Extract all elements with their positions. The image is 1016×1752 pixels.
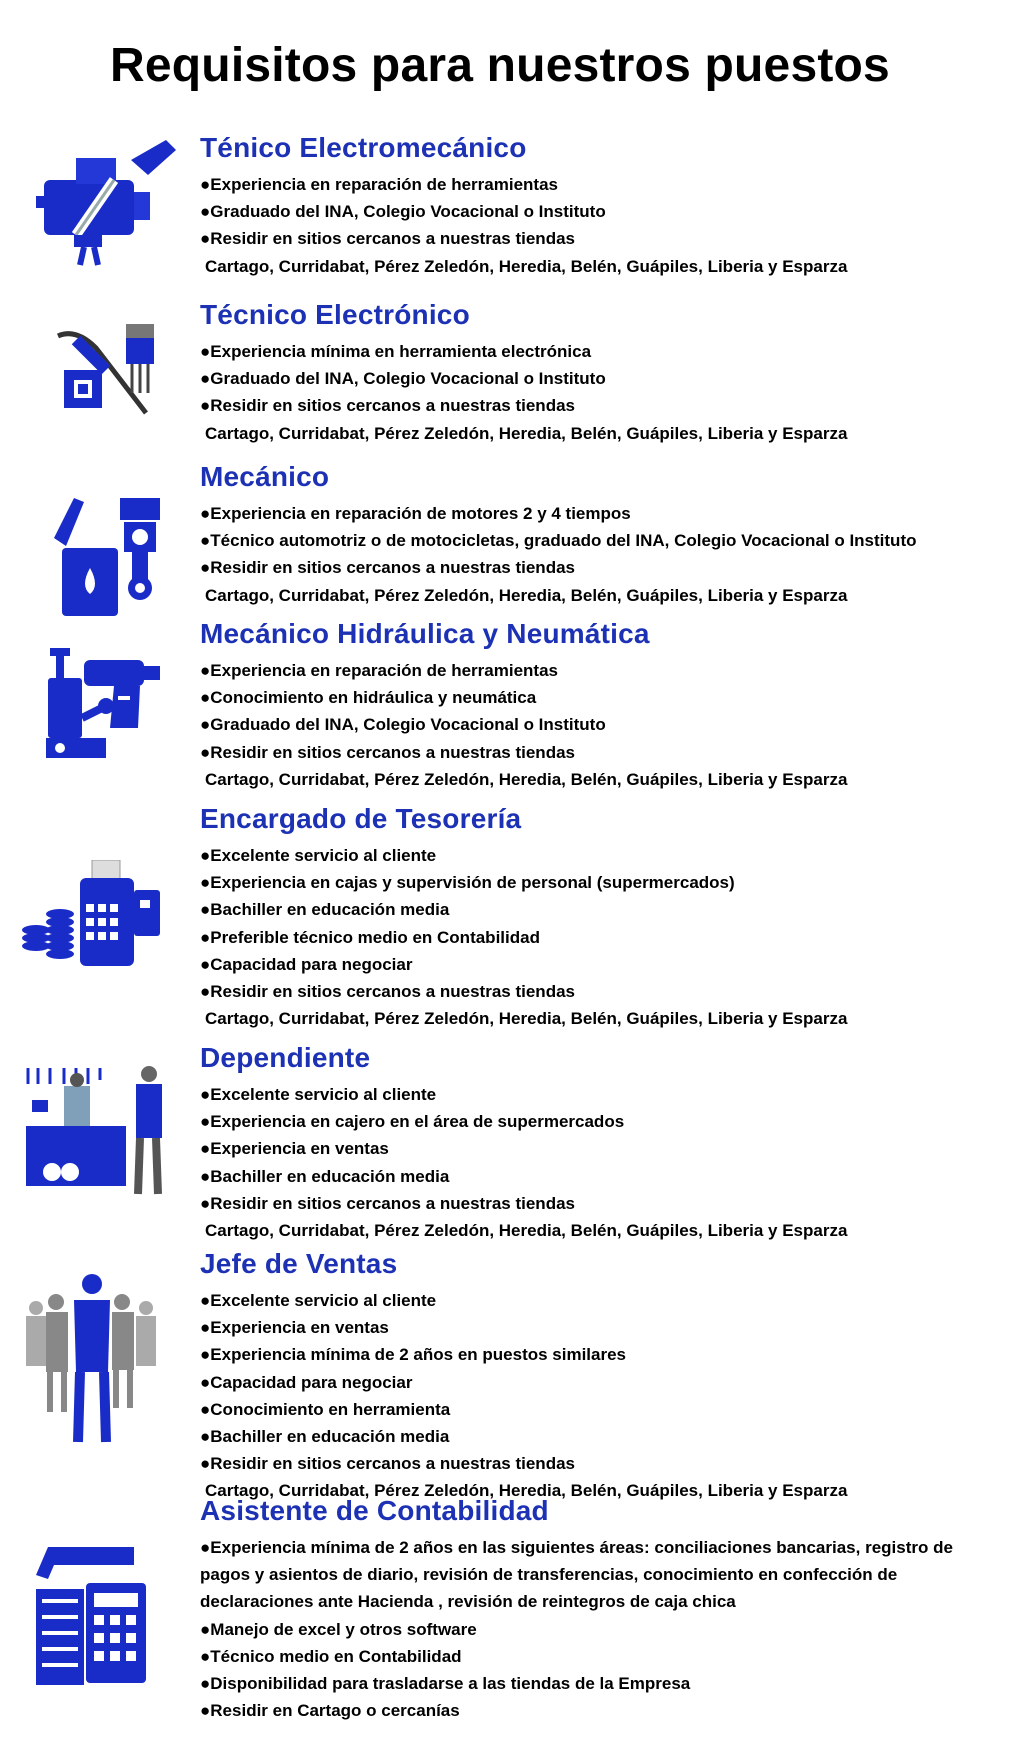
requirement-item: ●Experiencia en ventas: [200, 1318, 389, 1338]
requirement-item: ●Residir en sitios cercanos a nuestras tiendas: [200, 558, 575, 578]
requirement-item: ●Experiencia en reparación de motores 2 y 4 tiempos: [200, 504, 631, 523]
requirement-item: ●Residir en sitios cercanos a nuestras tiendas: [200, 982, 575, 1002]
requirement-item: ●Residir en Cartago o cercanías: [200, 1701, 460, 1721]
requirement-item: ●Graduado del INA, Colegio Vocacional o Instituto: [200, 715, 606, 735]
job-tecnico-electromecanico: [200, 131, 990, 280]
requirement-item: ●Experiencia en ventas: [200, 1139, 389, 1159]
requirement-item: ●Preferible técnico medio en Contabilidad: [200, 927, 540, 947]
requirement-item: ●Residir en sitios cercanos a nuestras tiendas: [200, 396, 575, 416]
shop-counter-icon: [24, 1064, 174, 1204]
page-title: Requisitos para nuestros puestos: [110, 39, 890, 92]
job-jefe-ventas: [200, 1247, 990, 1505]
job-title: Ténico Electromecánico: [200, 132, 527, 163]
requirement-item: ●Excelente servicio al cliente: [200, 1291, 437, 1310]
job-tecnico-electronico: [200, 298, 990, 447]
cities-list: Cartago, Curridabat, Pérez Zeledón, Heredia, Belén, Guápiles, Liberia y Esparza: [205, 769, 848, 789]
invoice-calculator-icon: [34, 1545, 154, 1685]
requirement-item: ●Bachiller en educación media: [200, 900, 450, 920]
motor-wrench-icon: [36, 140, 176, 270]
cities-list: Cartago, Curridabat, Pérez Zeledón, Heredia, Belén, Guápiles, Liberia y Esparza: [205, 1221, 848, 1241]
requirement-item: ●Experiencia en cajas y supervisión de personal (supermercados): [200, 873, 735, 893]
coins-card-terminal-icon: [22, 860, 162, 970]
requirement-item: ●Graduado del INA, Colegio Vocacional o Instituto: [200, 369, 606, 389]
job-mecanico: [200, 460, 990, 609]
requirement-item: ●Residir en sitios cercanos a nuestras tiendas: [200, 229, 575, 249]
requirement-item: ●Residir en sitios cercanos a nuestras tiendas: [200, 1193, 575, 1213]
job-title: Técnico Electrónico: [200, 299, 470, 330]
requirement-item: ●Graduado del INA, Colegio Vocacional o Instituto: [200, 202, 606, 222]
requirement-item: ●Excelente servicio al cliente: [200, 846, 437, 865]
cities-list: Cartago, Curridabat, Pérez Zeledón, Heredia, Belén, Guápiles, Liberia y Esparza: [205, 1481, 848, 1501]
requirement-item: ●Residir en sitios cercanos a nuestras tiendas: [200, 1454, 575, 1474]
requirement-item: ●Técnico automotriz o de motocicletas, graduado del INA, Colegio Vocacional o Instituto: [200, 531, 917, 551]
requirement-item: ●Experiencia en reparación de herramientas: [200, 175, 558, 194]
team-leader-icon: [22, 1272, 172, 1452]
requirement-item: ●Residir en sitios cercanos a nuestras tiendas: [200, 742, 575, 762]
cities-list: Cartago, Curridabat, Pérez Zeledón, Heredia, Belén, Guápiles, Liberia y Esparza: [205, 585, 848, 605]
requirement-item: ●Experiencia en reparación de herramientas: [200, 661, 558, 680]
requirement-item: ●Experiencia mínima de 2 años en las siguientes áreas: conciliaciones bancarias, registro de pagos y asientos de diario, revisión de transferencias, conocimiento en confección de declaraciones ante Hacienda , revisión de reintegros de caja chica: [200, 1538, 953, 1612]
requirement-item: ●Experiencia mínima de 2 años en puestos similares: [200, 1345, 627, 1365]
requirement-item: ●Manejo de excel y otros software: [200, 1619, 477, 1639]
soldering-chip-icon: [56, 318, 166, 428]
job-encargado-tesoreria: [200, 802, 990, 1032]
requirement-item: ●Experiencia mínima en herramienta electrónica: [200, 342, 592, 361]
cities-list: Cartago, Curridabat, Pérez Zeledón, Heredia, Belén, Guápiles, Liberia y Esparza: [205, 423, 848, 443]
engine-parts-icon: [44, 488, 164, 618]
requirement-item: ●Capacidad para negociar: [200, 1372, 413, 1392]
job-title: Mecánico Hidráulica y Neumática: [200, 618, 650, 649]
requirement-item: ●Experiencia en cajero en el área de supermercados: [200, 1112, 625, 1132]
cities-list: Cartago, Curridabat, Pérez Zeledón, Heredia, Belén, Guápiles, Liberia y Esparza: [205, 256, 848, 276]
job-mecanico-hidraulica: [200, 617, 990, 793]
requirement-item: ●Excelente servicio al cliente: [200, 1085, 437, 1104]
job-title: Jefe de Ventas: [200, 1248, 398, 1279]
requirement-item: ●Capacidad para negociar: [200, 954, 413, 974]
requirement-item: ●Conocimiento en hidráulica y neumática: [200, 688, 537, 708]
requirement-item: ●Conocimiento en herramienta: [200, 1399, 451, 1419]
requirement-item: ●Técnico medio en Contabilidad: [200, 1646, 462, 1666]
job-asistente-contabilidad: [200, 1494, 990, 1724]
hydraulic-tools-icon: [46, 648, 166, 763]
job-title: Dependiente: [200, 1042, 371, 1073]
requirement-item: ●Bachiller en educación media: [200, 1166, 450, 1186]
requirement-item: ●Disponibilidad para trasladarse a las tiendas de la Empresa: [200, 1674, 691, 1694]
job-title: Encargado de Tesorería: [200, 803, 522, 834]
job-dependiente: [200, 1041, 990, 1244]
cities-list: Cartago, Curridabat, Pérez Zeledón, Heredia, Belén, Guápiles, Liberia y Esparza: [205, 1009, 848, 1029]
job-title: Asistente de Contabilidad: [200, 1495, 549, 1526]
requirement-item: ●Bachiller en educación media: [200, 1427, 450, 1447]
job-title: Mecánico: [200, 461, 330, 492]
